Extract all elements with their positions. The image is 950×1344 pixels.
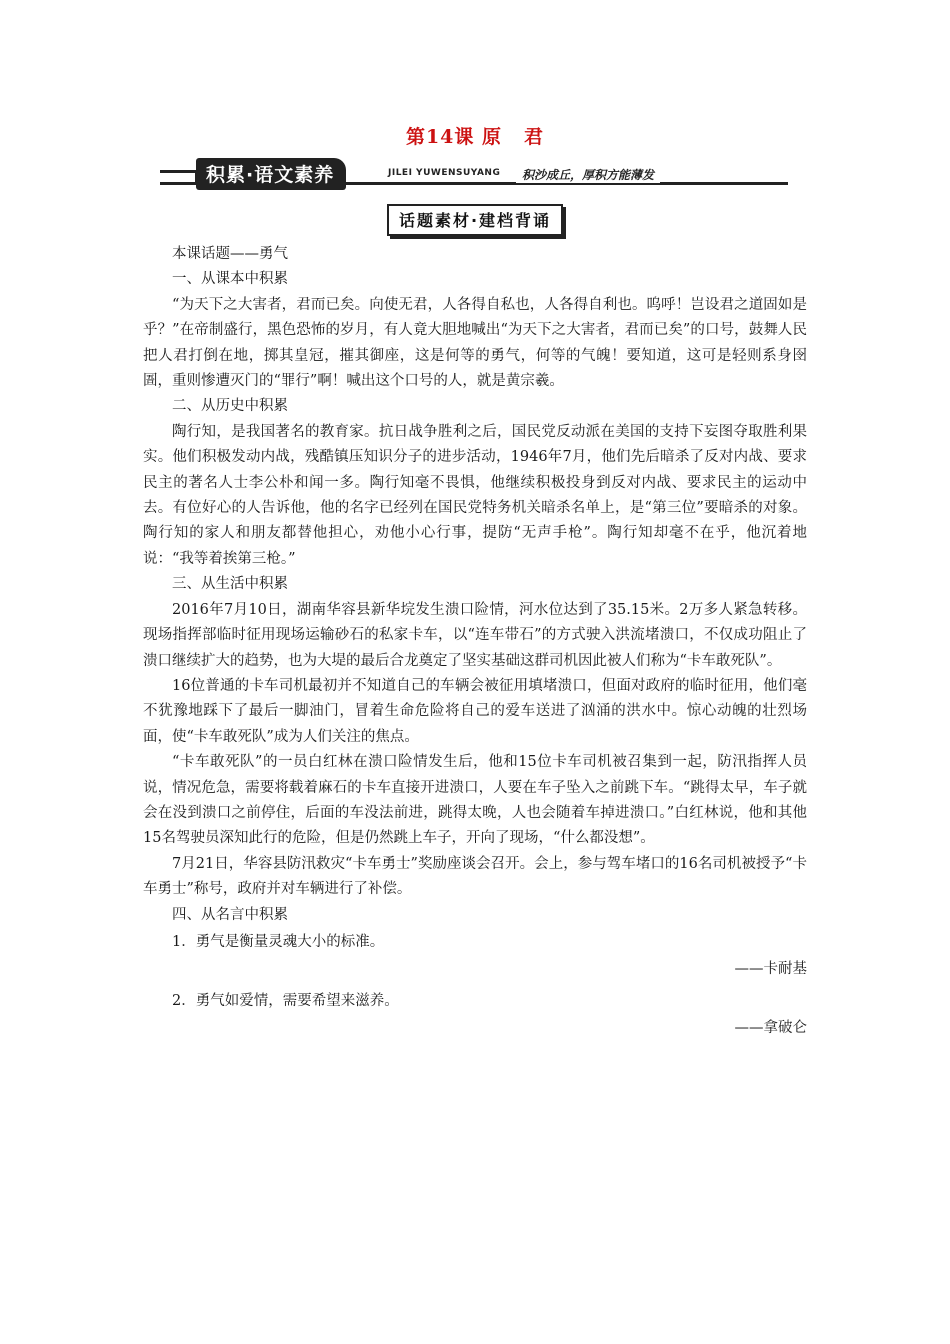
paragraph-life-4: 7月21日，华容县防汛救灾“卡车勇士”奖励座谈会召开。会上，参与驾车堵口的16名司机被授予“卡车勇士”称号，政府并对车辆进行了补偿。 <box>143 855 807 898</box>
section-banner <box>160 160 788 190</box>
topic-line: 本课话题——勇气 <box>172 246 288 262</box>
subheading-box: 话题素材·建档背诵 <box>387 204 563 236</box>
lesson-name-second-char: 君 <box>524 126 545 148</box>
paragraph-history: 陶行知，是我国著名的教育家。抗日战争胜利之后，国民党反动派在美国的支持下妄图夺取胜利果实。他们积极发动内战，残酷镇压知识分子的进步活动，1946年7月，他们先后暗杀了反对内战、要求民主的著名人士李公朴和闻一多。陶行知毫不畏惧，他继续积极投身到反对内战、要求民主的运动中去。有位好心的人告诉他，他的名字已经列在国民党特务机关暗杀名单上，是“第三位”要暗杀的对象。陶行知的家人和朋友都替他担心，劝他小心行事，提防“无声手枪”。陶行知却毫不在乎，他沉着地说：“我等着挨第三枪。” <box>143 423 807 567</box>
banner-title: 积累·语文素养 <box>196 158 346 190</box>
lesson-number: 第14课 <box>405 126 475 148</box>
paragraph-life-2: 16位普通的卡车司机最初并不知道自己的车辆会被征用填堵溃口，但面对政府的临时征用，他们毫不犹豫地踩下了最后一脚油门，冒着生命危险将自己的爱车送进了汹涌的洪水中。惊心动魄的壮烈场面，使“卡车敢死队”成为人们关注的焦点。 <box>143 677 807 745</box>
subheading-container <box>0 204 950 236</box>
section-heading-history: 二、从历史中积累 <box>172 398 288 415</box>
section-heading-life: 三、从生活中积累 <box>172 576 288 593</box>
paragraph-life-1: 2016年7月10日，湖南华容县新华垸发生溃口险情，河水位达到了35.15米。2万多人紧急转移。现场指挥部临时征用现场运输砂石的私家卡车，以“连车带石”的方式驶入洪流堵溃口，不仅成功阻止了溃口继续扩大的趋势，也为大堤的最后合龙奠定了坚实基础这群司机因此被人们称为“卡车敢死队”。 <box>143 601 807 669</box>
banner-corner-decoration <box>160 170 198 184</box>
banner-slogan: 积沙成丘，厚积方能薄发 <box>516 166 660 183</box>
quote-2-author: ——拿破仑 <box>734 1020 807 1037</box>
lesson-name-first-char: 原 <box>482 126 503 148</box>
banner-pinyin: JILEI YUWENSUYANG <box>384 168 506 178</box>
quote-2: 2．勇气如爱情，需要希望来滋养。 <box>172 992 399 1009</box>
article-body <box>143 242 807 1046</box>
quote-1-author: ——卡耐基 <box>734 961 807 978</box>
lesson-title <box>0 122 950 149</box>
section-heading-textbook: 一、从课本中积累 <box>172 271 288 288</box>
quote-1: 1．勇气是衡量灵魂大小的标准。 <box>172 933 385 950</box>
section-heading-quotes: 四、从名言中积累 <box>172 906 288 923</box>
paragraph-life-3: “卡车敢死队”的一员白红林在溃口险情发生后，他和15位卡车司机被召集到一起，防汛指挥人员说，情况危急，需要将载着麻石的卡车直接开进溃口，人要在车子坠入之前跳下车。“跳得太早，车子就会在没到溃口之前停住，后面的车没法前进，跳得太晚，人也会随着车掉进溃口。”白红林说，他和其他15名驾驶员深知此行的危险，但是仍然跳上车子，开向了现场，“什么都没想”。 <box>143 754 807 847</box>
paragraph-textbook: “为天下之大害者，君而已矣。向使无君，人各得自私也，人各得自利也。呜呼！岂设君之道固如是乎？”在帝制盛行，黑色恐怖的岁月，有人竟大胆地喊出“为天下之大害者，君而已矣”的口号，鼓舞人民把人君打倒在地，掷其皇冠，摧其御座，这是何等的勇气，何等的气魄！要知道，这可是轻则系身囹圄，重则惨遭灭门的“罪行”啊！喊出这个口号的人，就是黄宗羲。 <box>143 296 807 390</box>
